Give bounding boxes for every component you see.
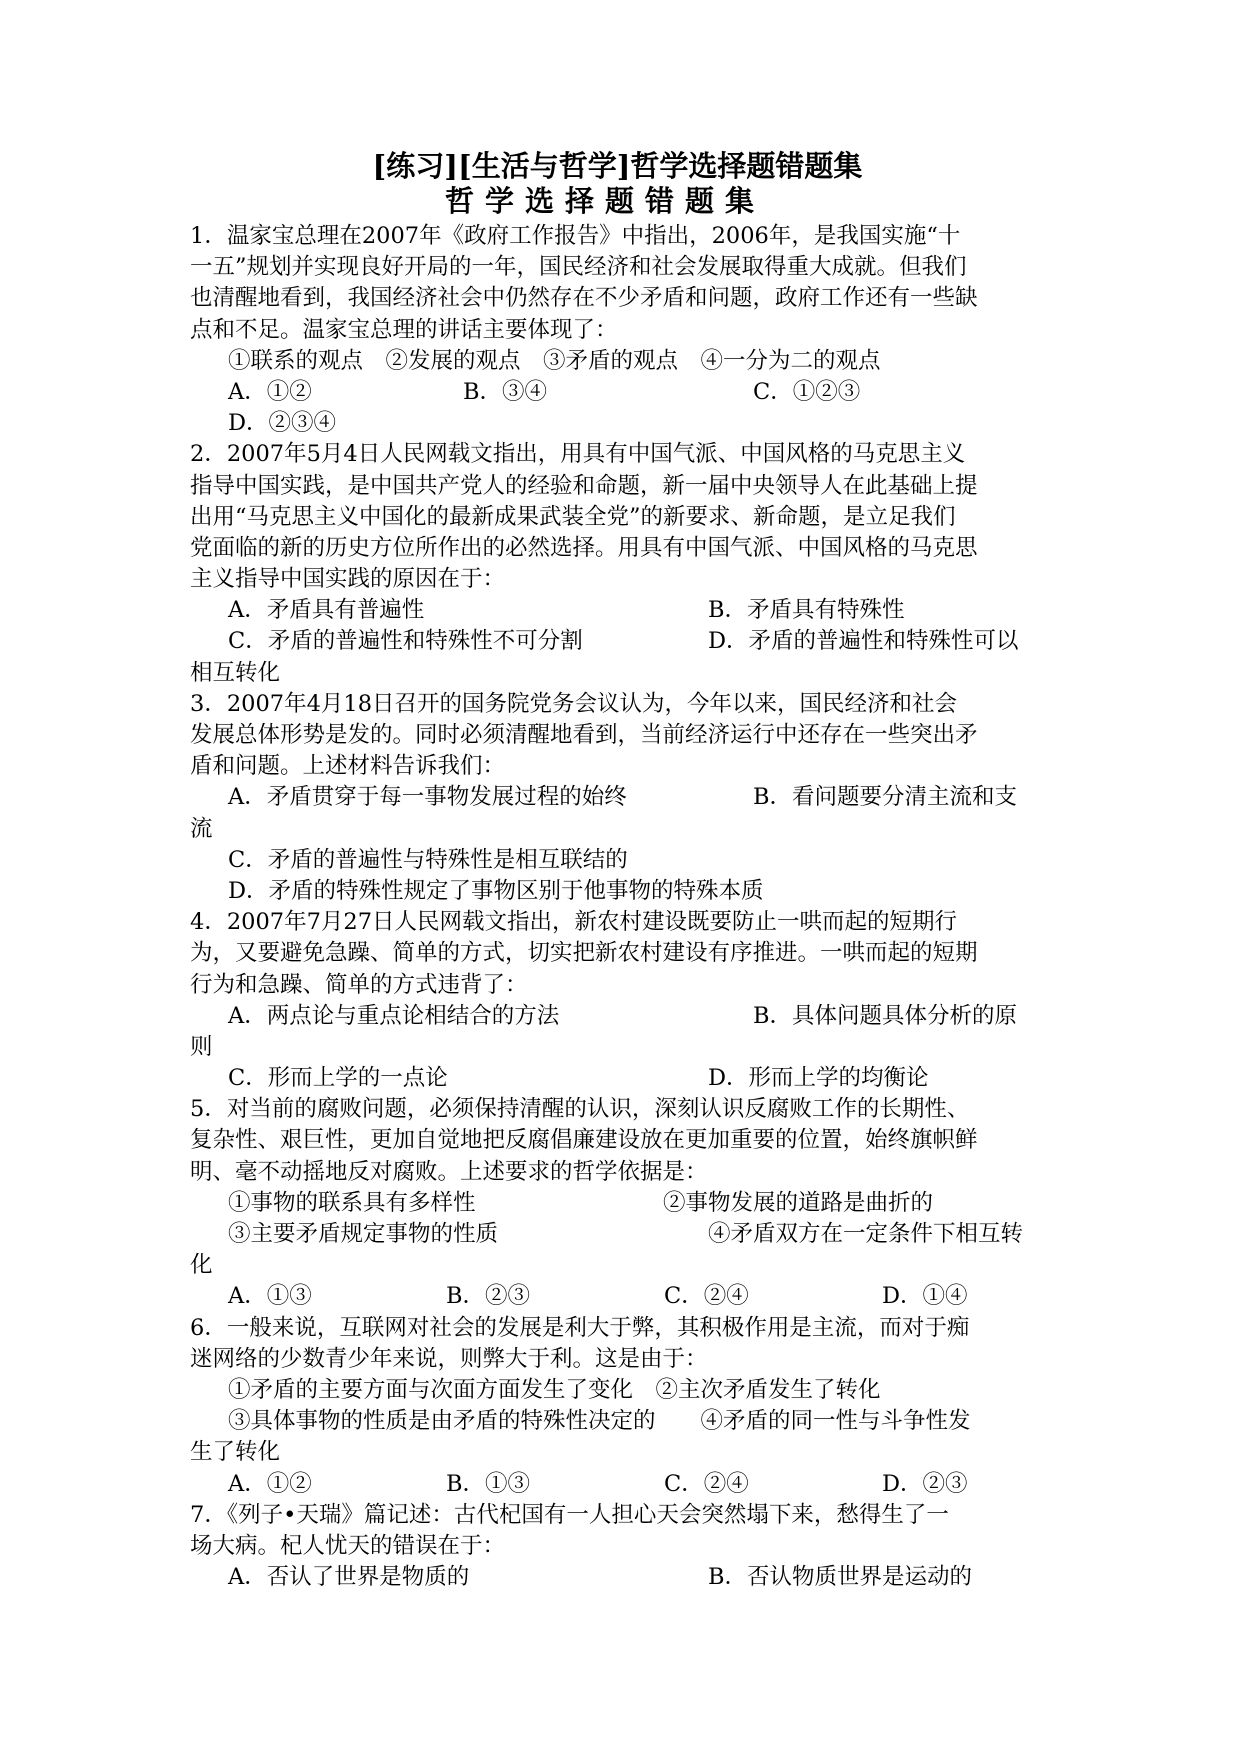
- option-c: C．矛盾的普遍性和特殊性不可分割: [228, 628, 583, 655]
- option-d: D．矛盾的普遍性和特殊性可以: [708, 628, 1019, 655]
- options-row: [190, 782, 1055, 813]
- question-stem-line: 1．温家宝总理在2007年《政府工作报告》中指出，2006年，是我国实施“十: [190, 223, 961, 249]
- option-wrap: 相互转化: [190, 659, 281, 686]
- document-subtitle: 哲学选择题错题集: [444, 184, 765, 218]
- question-1: [190, 221, 1055, 439]
- question-stem-line: 3．2007年4月18日召开的国务院党务会议认为，今年以来，国民经济和社会: [190, 690, 958, 717]
- option-a: A．矛盾具有普遍性: [228, 597, 425, 624]
- option-c: C．②④: [664, 1470, 749, 1497]
- question-statements: ①联系的观点 ②发展的观点 ③矛盾的观点 ④一分为二的观点: [228, 347, 881, 374]
- question-6: [190, 1313, 1055, 1500]
- option-a: A．①②: [228, 1470, 312, 1497]
- question-stem-line: 4．2007年7月27日人民网载文指出，新农村建设既要防止一哄而起的短期行: [190, 909, 958, 936]
- statement-4: ④矛盾双方在一定条件下相互转: [708, 1221, 1024, 1247]
- question-2: [190, 439, 1055, 689]
- statement-wrap: 化: [190, 1252, 213, 1279]
- options-row: [190, 1063, 1055, 1094]
- statement-3: ③主要矛盾规定事物的性质: [228, 1221, 499, 1247]
- question-stem-line: 出用“马克思主义中国化的最新成果武装全党”的新要求、新命题，是立足我们: [190, 503, 956, 530]
- option-b: B．②③: [446, 1283, 531, 1310]
- question-4: [190, 907, 1055, 1094]
- option-b: B．矛盾具有特殊性: [708, 597, 905, 624]
- options-row: [190, 1562, 1055, 1593]
- question-stem-line: 7．《列子•天瑞》篇记述：古代杞国有一人担心天会突然塌下来，愁得生了一: [190, 1501, 949, 1528]
- option-a: A．否认了世界是物质的: [228, 1564, 470, 1591]
- option-d: D．①④: [882, 1283, 968, 1310]
- options-row: [190, 595, 1055, 626]
- option-b: B．①③: [446, 1470, 531, 1497]
- question-stem-line: 一五”规划并实现良好开局的一年，国民经济和社会发展取得重大成就。但我们: [190, 254, 967, 281]
- option-wrap: 则: [190, 1033, 213, 1060]
- options-row: [190, 1281, 1055, 1312]
- question-stem-line: 明、毫不动摇地反对腐败。上述要求的哲学依据是：: [190, 1158, 708, 1185]
- question-stem-line: 党面临的新的历史方位所作出的必然选择。用具有中国气派、中国风格的马克思: [190, 534, 978, 561]
- question-stem-line: 为，又要避免急躁、简单的方式，切实把新农村建设有序推进。一哄而起的短期: [190, 940, 978, 967]
- option-d: D．②③: [882, 1470, 968, 1497]
- option-d: D．矛盾的特殊性规定了事物区别于他事物的特殊本质: [228, 877, 764, 904]
- question-stem-line: 2．2007年5月4日人民网载文指出，用具有中国气派、中国风格的马克思主义: [190, 441, 966, 468]
- question-stem-line: 点和不足。温家宝总理的讲话主要体现了：: [190, 316, 618, 343]
- options-row: [190, 377, 1055, 408]
- option-wrap: 流: [190, 815, 213, 842]
- statement-1: ①事物的联系具有多样性: [228, 1189, 476, 1216]
- statements-row: ①矛盾的主要方面与次面方面发生了变化 ②主次矛盾发生了转化: [228, 1376, 881, 1403]
- options-row: [190, 626, 1055, 657]
- statements-row: ③具体事物的性质是由矛盾的特殊性决定的 ④矛盾的同一性与斗争性发: [228, 1408, 971, 1435]
- option-d: D．②③④: [228, 410, 337, 437]
- statements-row: [190, 1219, 1055, 1250]
- options-row: [190, 1469, 1055, 1500]
- option-d: D．形而上学的均衡论: [708, 1065, 929, 1092]
- statement-wrap: 生了转化: [190, 1439, 281, 1466]
- option-b: B．③④: [463, 378, 548, 405]
- question-stem-line: 主义指导中国实践的原因在于：: [190, 566, 506, 593]
- statement-2: ②事物发展的道路是曲折的: [663, 1189, 934, 1216]
- question-stem-line: 复杂性、艰巨性，更加自觉地把反腐倡廉建设放在更加重要的位置，始终旗帜鲜: [190, 1127, 978, 1154]
- question-3: [190, 689, 1055, 907]
- question-stem-line: 指导中国实践，是中国共产党人的经验和命题，新一届中央领导人在此基础上提: [190, 472, 978, 499]
- statements-row: [190, 1188, 1055, 1219]
- question-stem-line: 发展总体形势是发的。同时必须清醒地看到，当前经济运行中还存在一些突出矛: [190, 722, 978, 748]
- option-b: B．否认物质世界是运动的: [708, 1564, 973, 1591]
- option-c: C．形而上学的一点论: [228, 1065, 448, 1092]
- question-stem-line: 盾和问题。上述材料告诉我们：: [190, 753, 506, 780]
- question-5: [190, 1094, 1055, 1312]
- option-b: B．具体问题具体分析的原: [753, 1002, 1018, 1029]
- question-stem-line: 场大病。杞人忧天的错误在于：: [190, 1532, 506, 1559]
- question-stem-line: 迷网络的少数青少年来说，则弊大于利。这是由于：: [190, 1345, 708, 1372]
- question-7: [190, 1500, 1055, 1594]
- document-title: [练习][生活与哲学]哲学选择题错题集: [372, 149, 863, 183]
- option-b: B．看问题要分清主流和支: [753, 784, 1018, 811]
- option-a: A．两点论与重点论相结合的方法: [228, 1002, 560, 1029]
- question-stem-line: 行为和急躁、简单的方式违背了：: [190, 971, 528, 998]
- option-a: A．矛盾贯穿于每一事物发展过程的始终: [228, 784, 627, 811]
- options-row: [190, 1001, 1055, 1032]
- question-stem-line: 5．对当前的腐败问题，必须保持清醒的认识，深刻认识反腐败工作的长期性、: [190, 1096, 970, 1123]
- question-stem-line: 也清醒地看到，我国经济社会中仍然存在不少矛盾和问题，政府工作还有一些缺: [190, 285, 978, 312]
- option-c: C．①②③: [753, 378, 861, 405]
- option-c: C．②④: [664, 1283, 749, 1310]
- question-stem-line: 6．一般来说，互联网对社会的发展是利大于弊，其积极作用是主流，而对于痴: [190, 1314, 970, 1341]
- option-a: A．①②: [228, 378, 312, 405]
- option-a: A．①③: [228, 1283, 312, 1310]
- option-c: C．矛盾的普遍性与特殊性是相互联结的: [228, 846, 628, 873]
